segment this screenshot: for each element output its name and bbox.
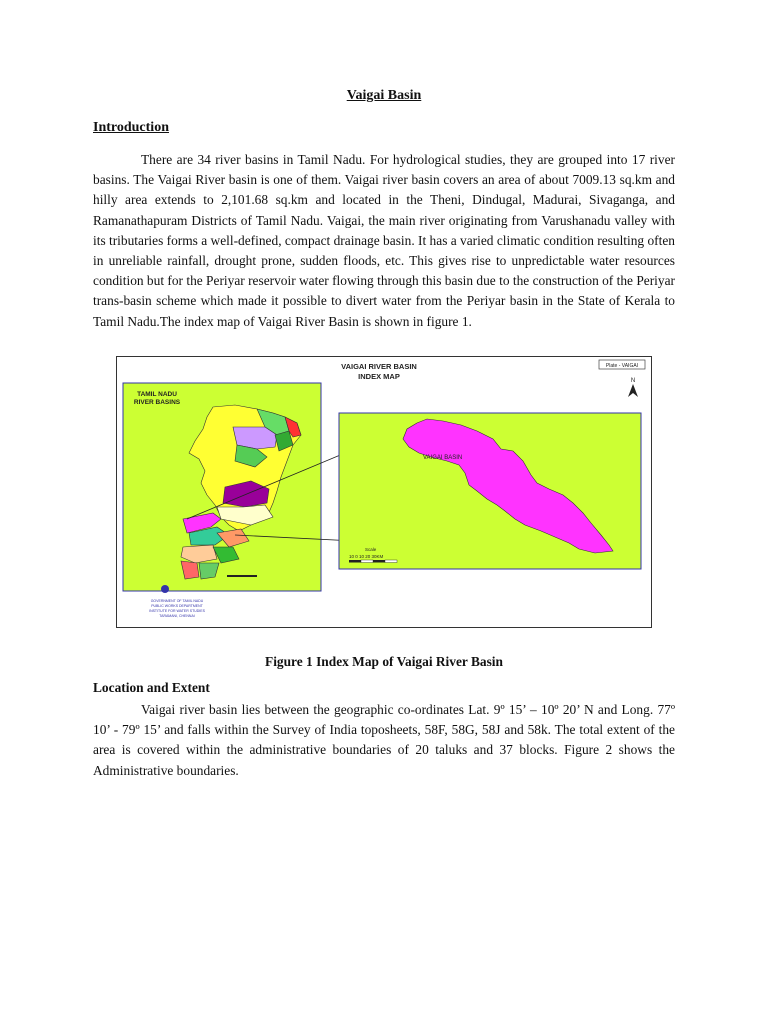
north-arrow-icon — [628, 378, 638, 397]
right-panel-label: VAIGAI BASIN — [423, 455, 463, 461]
map-title-line1: VAIGAI RIVER BASIN — [341, 362, 417, 371]
left-panel-title-line1: TAMIL NADU — [137, 391, 177, 398]
map-title-line2: INDEX MAP — [358, 372, 400, 381]
introduction-heading: Introduction — [93, 120, 169, 135]
government-logo-icon — [161, 585, 169, 593]
index-map-figure — [116, 356, 652, 628]
plate-label: Plate - VAIGAI — [605, 363, 639, 369]
left-scale-bar — [227, 575, 257, 577]
footer-line3: INSTITUTE FOR WATER STUDIES — [149, 609, 205, 613]
location-paragraph: Vaigai river basin lies between the geographic co-ordinates Lat. 9º 15’ – 10º 20’ N and Long. 77º 10’ - 79º 15’ and falls within the Survey of India toposheets, 58F, 58G, 58J and 58k. The total extent of the area is covered within the administrative boundaries of 20 taluks and 37 blocks. Figure 2 shows the Administrative boundaries. — [93, 702, 675, 778]
introduction-paragraph: There are 34 river basins in Tamil Nadu. For hydrological studies, they are grouped into 17 river basins. The Vaigai River basin is one of them. Vaigai river basin covers an area of about 7009.13 sq.km and hilly area extends to 2,101.68 sq.km and located in the Theni, Dindugal, Madurai, Sivaganga, and Ramanathapuram Districts of Tamil Nadu. Vaigai, the main river originating from Varushanadu valley with its tributaries forms a well-defined, compact drainage basin. It has a varied climatic condition resulting often in unreliable rainfall, drought prone, sudden floods, etc. This gives rise to unpredictable water resources condition but for the Periyar reservoir water flowing through this basin due to the construction of the Periyar trans-basin scheme which made it possible to divert water from the Periyar basin in the State of Kerala to Tamil Nadu.The index map of Vaigai River Basin is shown in figure 1. — [93, 152, 675, 329]
page-title: Vaigai Basin — [346, 88, 422, 103]
svg-text:Scale: Scale — [365, 547, 377, 552]
footer-line1: GOVERNMENT OF TAMIL NADU — [150, 599, 204, 603]
footer-line4: TARAMANI, CHENNAI — [159, 614, 195, 618]
svg-text:N: N — [630, 378, 636, 384]
svg-text:10 0 10 20 30KM: 10 0 10 20 30KM — [349, 554, 384, 559]
footer-line2: PUBLIC WORKS DEPARTMENT — [151, 604, 203, 608]
left-panel-title-line2: RIVER BASINS — [133, 399, 181, 406]
figure-caption: Figure 1 Index Map of Vaigai River Basin — [265, 654, 503, 669]
location-heading: Location and Extent — [93, 680, 210, 695]
